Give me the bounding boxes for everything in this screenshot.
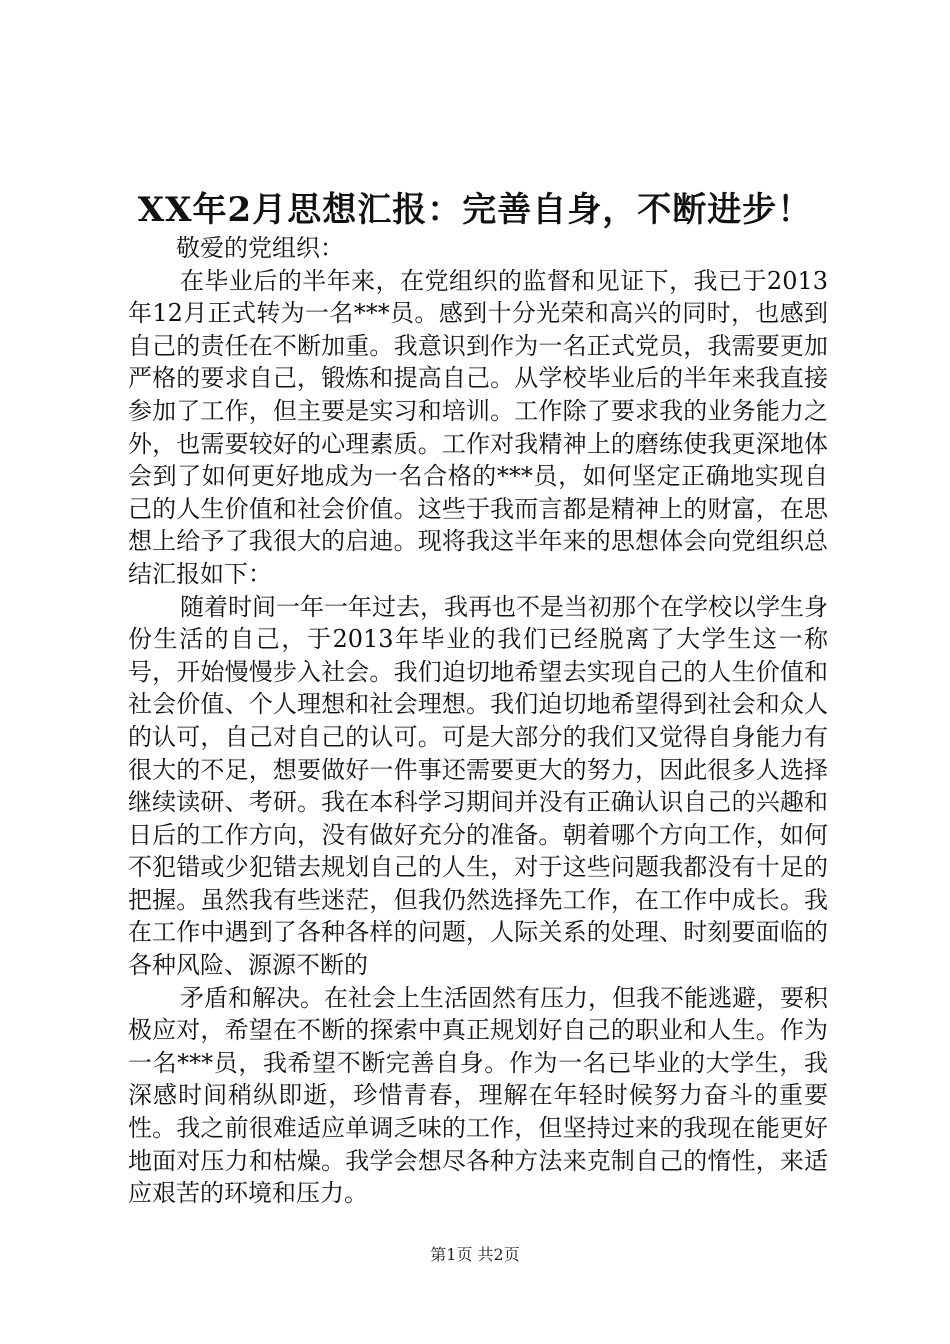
document-body (128, 232, 828, 1210)
page-number-footer: 第1页 共2页 (430, 1245, 520, 1264)
salutation: 敬爱的党组织： (176, 234, 344, 262)
body-paragraph-1: 在毕业后的半年来，在党组织的监督和见证下，我已于2013年12月正式转为一名***员。感到十分光荣和高兴的同时，也感到自己的责任在不断加重。我意识到作为一名正式党员，我需要更加严格的要求自己，锻炼和提高自己。从学校毕业后的半年来我直接参加了工作，但主要是实习和培训。工作除了要求我的业务能力之外，也需要较好的心理素质。工作对我精神上的磨练使我更深地体会到了如何更好地成为一名合格的***员，如何坚定正确地实现自己的人生价值和社会价值。这些于我而言都是精神上的财富，在思想上给予了我很大的启迪。现将我这半年来的思想体会向党组织总结汇报如下： (128, 266, 828, 588)
document-title: XX年2月思想汇报：完善自身，不断进步！ (137, 190, 813, 230)
body-paragraph-3: 矛盾和解决。在社会上生活固然有压力，但我不能逃避，要积极应对，希望在不断的探索中真正规划好自己的职业和人生。作为一名***员，我希望不断完善自身。作为一名已毕业的大学生，我深感时间稍纵即逝，珍惜青春，理解在年轻时候努力奋斗的重要性。我之前很难适应单调乏味的工作，但坚持过来的我现在能更好地面对压力和枯燥。我学会想尽各种方法来克制自己的惰性，来适应艰苦的环境和压力。 (128, 983, 828, 1208)
body-paragraph-2: 随着时间一年一年过去，我再也不是当初那个在学校以学生身份生活的自己，于2013年毕业的我们已经脱离了大学生这一称号，开始慢慢步入社会。我们迫切地希望去实现自己的人生价值和社会价值、个人理想和社会理想。我们迫切地希望得到社会和众人的认可，自己对自己的认可。可是大部分的我们又觉得自身能力有很大的不足，想要做好一件事还需要更大的努力，因此很多人选择继续读研、考研。我在本科学习期间并没有正确认识自己的兴趣和日后的工作方向，没有做好充分的准备。朝着哪个方向工作，如何不犯错或少犯错去规划自己的人生，对于这些问题我都没有十足的把握。虽然我有些迷茫，但我仍然选择先工作，在工作中成长。我在工作中遇到了各种各样的问题，人际关系的处理、时刻要面临的各种风险、源源不断的 (128, 592, 828, 980)
